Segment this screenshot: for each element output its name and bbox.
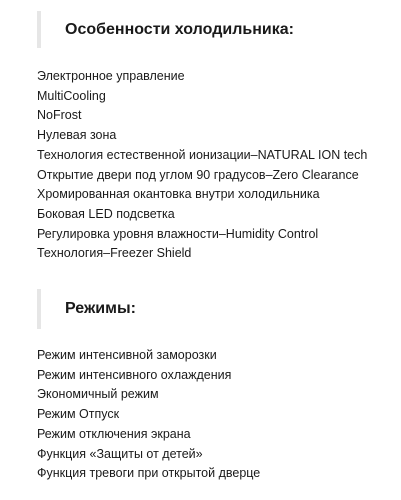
feature-item: Хромированная окантовка внутри холодильника (37, 187, 320, 202)
feature-item: Регулировка уровня влажности–Humidity Control (37, 226, 319, 241)
mode-item: Режим интенсивной заморозки (37, 348, 217, 362)
feature-item: Открытие двери под углом 90 градусов–Zero Clearance (37, 167, 359, 182)
mode-item: Функция «Защиты от детей» (37, 446, 203, 461)
mode-item: Экономичный режим (37, 387, 159, 402)
feature-item: Технология естественной ионизации–NATURAL ION tech (37, 147, 368, 162)
modes-heading: Режимы: (37, 289, 136, 329)
features-heading: Особенности холодильника: (37, 11, 294, 48)
feature-item: Нулевая зона (37, 128, 117, 143)
feature-item: Боковая LED подсветка (37, 206, 175, 221)
modes-list (37, 346, 260, 484)
mode-item: Режим отключения экрана (37, 426, 191, 441)
feature-item: Электронное управление (37, 69, 185, 83)
mode-item: Функция тревоги при открытой дверце (37, 466, 261, 481)
features-list (37, 67, 367, 264)
mode-item: Режим Отпуск (37, 407, 120, 422)
feature-item: Технология–Freezer Shield (37, 246, 192, 261)
feature-item: NoFrost (37, 108, 82, 123)
feature-item: MultiCooling (37, 88, 106, 103)
mode-item: Режим интенсивного охлаждения (37, 367, 232, 382)
